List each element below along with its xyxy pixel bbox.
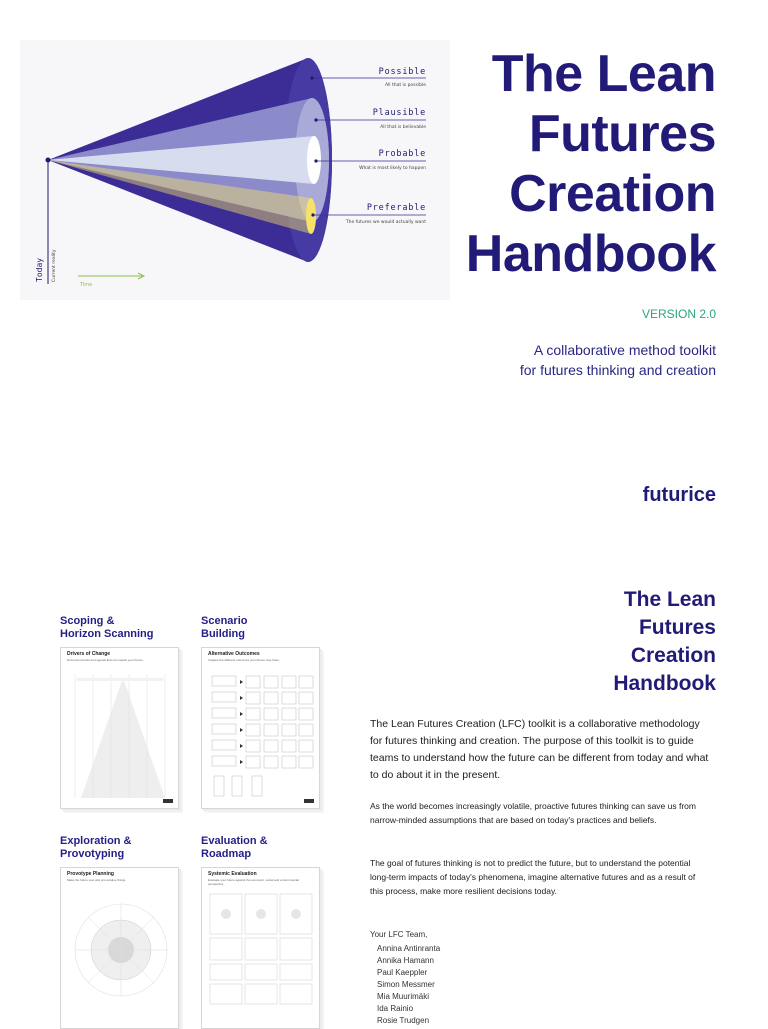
phase-title [60, 615, 179, 641]
phase-scenario [201, 615, 320, 809]
team-member: Ida Rainio [377, 1004, 414, 1013]
futures-cone-svg [20, 40, 450, 300]
worksheet-title: Systemic Evaluation [208, 871, 257, 877]
worksheet-thumbnail [201, 647, 320, 809]
desc-plausible: All that is believable [380, 125, 426, 130]
tagline [416, 340, 716, 380]
worksheet-logo [163, 799, 173, 803]
desc-preferable: The futures we would actually want [345, 220, 426, 225]
label-plausible: Plausible [372, 108, 426, 118]
label-today-sub: Current reality [52, 249, 57, 282]
desc-possible: All that is possible [384, 83, 426, 88]
label-probable: Probable [378, 149, 426, 159]
team-member: Annina Antinranta [377, 944, 441, 953]
tagline-line: for futures thinking and creation [519, 362, 716, 378]
phase-title-line: Building [201, 628, 245, 640]
worksheet-subtitle: Imagine the different outcomes your theme may have. [208, 658, 280, 662]
futurice-logo: futurice [642, 484, 716, 506]
cone-preferable-mouth [306, 198, 316, 234]
worksheet-thumbnail [201, 867, 320, 1029]
team-member: Paul Kaeppler [377, 968, 428, 977]
phase-title [60, 835, 179, 861]
phase-evaluation [201, 835, 320, 1029]
futures-cone-diagram [20, 40, 450, 300]
worksheet-subtitle: Evaluate your future against the economic, social and environmental perspective. [208, 878, 299, 886]
worksheet-title: Drivers of Change [67, 651, 111, 657]
handbook-title-line: Creation [630, 644, 716, 667]
team-member: Simon Messmer [377, 980, 435, 989]
phase-title-line: Scenario [201, 615, 248, 627]
worksheet-title: Provotype Planning [67, 871, 114, 877]
phase-title-line: Scoping & [60, 615, 115, 627]
phase-scoping [60, 615, 179, 809]
phase-exploration [60, 835, 179, 1029]
hero-title-line: The Lean [491, 45, 716, 103]
worksheet-thumbnail [60, 647, 179, 809]
handbook-title [516, 586, 716, 698]
worksheet-thumbnail [60, 867, 179, 1029]
phase-title-line: Evaluation & [201, 835, 268, 847]
goal-paragraph: The goal of futures thinking is not to predict the future, but to understand the potential long-term impacts of today's phenomena, imagine alternative futures and as a result of this process, make more resilient decisions today. [370, 858, 696, 896]
worksheet-logo [304, 799, 314, 803]
phase-title-line: Horizon Scanning [60, 628, 154, 640]
worksheet-title: Alternative Outcomes [208, 651, 260, 657]
phase-title [201, 615, 320, 641]
team-label: Your LFC Team, [370, 930, 428, 939]
label-possible: Possible [378, 67, 426, 77]
label-time: Time [80, 282, 93, 288]
intro-paragraph: The Lean Futures Creation (LFC) toolkit is a collaborative methodology for futures thinking and creation. The purpose of this toolkit is to guide teams to understand how the future can be different from today and what to do about it in the present. [370, 718, 709, 781]
handbook-title-line: The Lean [623, 588, 716, 611]
hero-title-line: Creation [509, 165, 716, 223]
cone-probable-mouth [307, 136, 321, 184]
handbook-title-line: Handbook [613, 672, 716, 695]
tagline-line: A collaborative method toolkit [533, 342, 716, 358]
hero-title-line: Handbook [465, 225, 716, 283]
label-today: Today [35, 257, 44, 282]
hero-title-line: Futures [528, 105, 716, 163]
team-list [377, 943, 440, 1027]
team-member: Mia Muurimäki [377, 992, 430, 1001]
hero-title [416, 44, 716, 284]
worksheet-subtitle: Make the future real. Ask provocative things. [67, 878, 127, 882]
worksheet-subtitle: Document trends and signals that can impact your theme. [67, 658, 144, 662]
team-member: Rosie Trudgen [377, 1016, 430, 1025]
team-member: Annika Hamann [377, 956, 434, 965]
phase-title-line: Exploration & [60, 835, 132, 847]
phase-title [201, 835, 320, 861]
desc-probable: What is most likely to happen [359, 166, 426, 171]
phase-title-line: Roadmap [201, 848, 252, 860]
volatility-paragraph: As the world becomes increasingly volatile, proactive futures thinking can save us from narrow-minded assumptions that are based on today's practices and beliefs. [370, 801, 696, 825]
phase-title-line: Provotyping [60, 848, 125, 860]
version-label: VERSION 2.0 [641, 307, 716, 321]
handbook-title-line: Futures [638, 616, 716, 639]
label-preferable: Preferable [366, 203, 426, 213]
